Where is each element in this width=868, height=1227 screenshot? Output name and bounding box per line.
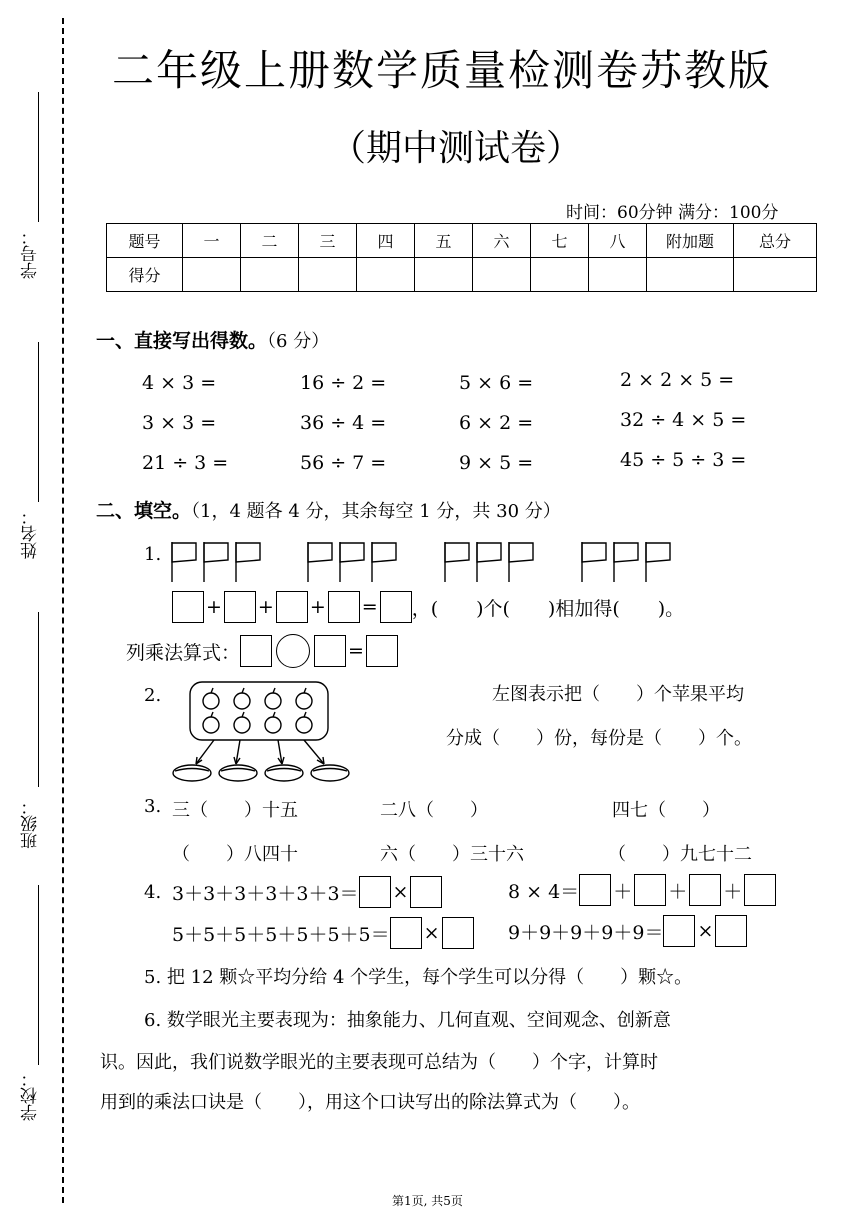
answer-box[interactable]	[380, 591, 412, 623]
time-info: 时间：60分钟 满分：100分	[566, 203, 779, 223]
apple-icon	[265, 688, 281, 709]
answer-box[interactable]	[442, 917, 474, 949]
q4-right-row2	[508, 915, 747, 947]
section1-title: 一、直接写出得数。	[96, 330, 268, 352]
table-cell: 一	[183, 224, 241, 258]
score-input-cell[interactable]	[647, 258, 734, 292]
q6-line: 识。因此，我们说数学眼光的主要表现可总结为（ ）个字，计算时	[100, 1052, 658, 1073]
section2-heading	[96, 496, 561, 523]
q2-line1: 左图表示把（ ）个苹果平均	[492, 684, 744, 705]
table-cell: 六	[473, 224, 531, 258]
page-footer: 第1页, 共5页	[392, 1194, 463, 1208]
times-sign: ×	[392, 881, 409, 903]
q2-number: 2.	[144, 685, 162, 706]
calc-item: 5 × 6 =	[459, 372, 534, 394]
answer-box[interactable]	[276, 591, 308, 623]
table-cell: 附加题	[647, 224, 734, 258]
flag-icon	[646, 542, 670, 582]
q6-line: 6. 数学眼光主要表现为：抽象能力、几何直观、空间观念、创新意	[144, 1010, 671, 1031]
flag-icon	[509, 542, 533, 582]
table-cell: 七	[531, 224, 589, 258]
answer-box[interactable]	[240, 635, 272, 667]
class-label: 班级：	[21, 798, 41, 849]
calc-item: 6 × 2 =	[459, 412, 534, 434]
section2-score-note: （1，4 题各 4 分，其余每空 1 分，共 30 分）	[191, 501, 561, 522]
calc-item: 4 × 3 =	[142, 372, 217, 394]
score-table-score-row	[107, 258, 817, 292]
answer-box[interactable]	[359, 876, 391, 908]
answer-box[interactable]	[314, 635, 346, 667]
apple-icon	[234, 688, 250, 709]
arrow-icon	[278, 740, 284, 764]
school-label: 学校：	[21, 1070, 41, 1121]
flags-illustration	[168, 538, 688, 584]
q2-line2: 分成（ ）份，每份是（ ）个。	[446, 728, 752, 749]
student-id-label: 学号：	[21, 228, 41, 279]
school-line	[38, 885, 39, 1065]
answer-box[interactable]	[366, 635, 398, 667]
q4-expression: 5＋5＋5＋5＋5＋5＋5＝	[172, 923, 390, 946]
section2-title: 二、填空。	[96, 500, 192, 522]
q4-left-row2	[172, 917, 474, 949]
calc-item: 3 × 3 =	[142, 412, 217, 434]
plus-sign: ＋	[668, 880, 688, 903]
plus-sign: +	[257, 596, 274, 618]
table-cell: 五	[415, 224, 473, 258]
table-cell: 题号	[107, 224, 183, 258]
q4-expression: 3＋3＋3＋3＋3＋3＝	[172, 882, 359, 905]
class-line	[38, 612, 39, 787]
score-input-cell[interactable]	[531, 258, 589, 292]
table-cell: 二	[241, 224, 299, 258]
plate-icon	[265, 765, 303, 781]
page-subtitle: （期中测试卷）	[330, 128, 583, 169]
calc-item: 36 ÷ 4 =	[300, 412, 387, 434]
arrow-icon	[304, 740, 324, 764]
name-line	[38, 342, 39, 502]
arrow-icon	[196, 740, 214, 764]
plus-sign: ＋	[723, 880, 743, 903]
calc-item: 56 ÷ 7 =	[300, 452, 387, 474]
flag-icon	[308, 542, 332, 582]
flag-icon	[445, 542, 469, 582]
flag-icon	[614, 542, 638, 582]
apple-icon	[296, 712, 312, 733]
q4-number: 4.	[144, 882, 162, 903]
answer-box[interactable]	[172, 591, 204, 623]
calc-item: 2 × 2 × 5 =	[620, 369, 735, 391]
table-cell: 八	[589, 224, 647, 258]
score-input-cell[interactable]	[357, 258, 415, 292]
plate-icon	[311, 765, 349, 781]
times-sign: ×	[697, 920, 714, 942]
table-cell: 得分	[107, 258, 183, 292]
q5-text: 5. 把 12 颗☆平均分给 4 个学生，每个学生可以分得（ ）颗☆。	[144, 967, 693, 988]
calc-item: 9 × 5 =	[459, 452, 534, 474]
apple-icon	[265, 712, 281, 733]
section1-heading	[96, 326, 329, 353]
q1-number: 1.	[144, 544, 162, 565]
student-id-line	[38, 92, 39, 222]
calc-item: 21 ÷ 3 =	[142, 452, 229, 474]
times-sign: ×	[423, 922, 440, 944]
score-input-cell[interactable]	[299, 258, 357, 292]
equals-sign: =	[348, 640, 364, 662]
binding-dashed-line	[62, 18, 64, 1203]
apples-illustration	[168, 678, 358, 786]
answer-box[interactable]	[744, 874, 776, 906]
apple-icon	[296, 688, 312, 709]
q3-item: （ ）八四十	[172, 844, 298, 865]
table-cell: 总分	[734, 224, 817, 258]
plate-icon	[173, 765, 211, 781]
answer-box[interactable]	[663, 915, 695, 947]
apple-icon	[203, 688, 219, 709]
q4-expression: 8 × 4＝	[508, 880, 580, 903]
q4-right-row1	[508, 874, 776, 906]
calc-item: 16 ÷ 2 =	[300, 372, 387, 394]
q3-item: 二八（ ）	[380, 800, 488, 821]
q3-item: 四七（ ）	[612, 800, 720, 821]
flag-icon	[372, 542, 396, 582]
answer-box[interactable]	[410, 876, 442, 908]
table-cell: 三	[299, 224, 357, 258]
flag-icon	[204, 542, 228, 582]
q1-addition-row	[172, 591, 684, 623]
answer-box[interactable]	[715, 915, 747, 947]
score-input-cell[interactable]	[415, 258, 473, 292]
score-input-cell[interactable]	[473, 258, 531, 292]
answer-box[interactable]	[634, 874, 666, 906]
answer-box[interactable]	[579, 874, 611, 906]
name-label: 姓名：	[21, 508, 41, 559]
q1-mult-label: 列乘法算式：	[126, 641, 241, 664]
flag-icon	[582, 542, 606, 582]
flag-icon	[236, 542, 260, 582]
calc-item: 32 ÷ 4 × 5 =	[620, 409, 747, 431]
apple-icon	[203, 712, 219, 733]
page-title: 二年级上册数学质量检测卷苏教版	[112, 46, 773, 95]
plus-sign: +	[309, 596, 326, 618]
score-input-cell[interactable]	[734, 258, 817, 292]
q3-item: （ ）九七十二	[608, 844, 752, 865]
score-input-cell[interactable]	[241, 258, 299, 292]
equals-sign: =	[361, 596, 378, 618]
q6-line: 用到的乘法口诀是（ ），用这个口诀写出的除法算式为（ ）。	[100, 1092, 640, 1113]
q4-left-row1	[172, 876, 442, 908]
flag-icon	[477, 542, 501, 582]
score-table-header-row	[107, 224, 817, 258]
calc-item: 45 ÷ 5 ÷ 3 =	[620, 449, 747, 471]
score-table	[106, 223, 817, 292]
flag-icon	[172, 542, 196, 582]
answer-box[interactable]	[689, 874, 721, 906]
score-input-cell[interactable]	[589, 258, 647, 292]
answer-box[interactable]	[328, 591, 360, 623]
answer-box[interactable]	[390, 917, 422, 949]
q3-item: 三（ ）十五	[172, 800, 298, 821]
plate-icon	[219, 765, 257, 781]
apple-icon	[234, 712, 250, 733]
flag-icon	[340, 542, 364, 582]
operator-circle[interactable]	[276, 634, 310, 668]
table-cell: 四	[357, 224, 415, 258]
q1-multiplication-row	[126, 634, 398, 668]
q1-text: ，( )个( )相加得( )。	[411, 597, 685, 620]
arrow-icon	[234, 740, 240, 764]
q3-number: 3.	[144, 796, 162, 817]
score-input-cell[interactable]	[183, 258, 241, 292]
apple-tray-outline	[190, 682, 328, 740]
section1-score-note: （6 分）	[267, 331, 330, 352]
plus-sign: ＋	[613, 880, 633, 903]
q3-item: 六（ ）三十六	[380, 844, 524, 865]
plus-sign: +	[206, 596, 222, 618]
q4-expression: 9＋9＋9＋9＋9＝	[508, 921, 664, 944]
answer-box[interactable]	[224, 591, 256, 623]
